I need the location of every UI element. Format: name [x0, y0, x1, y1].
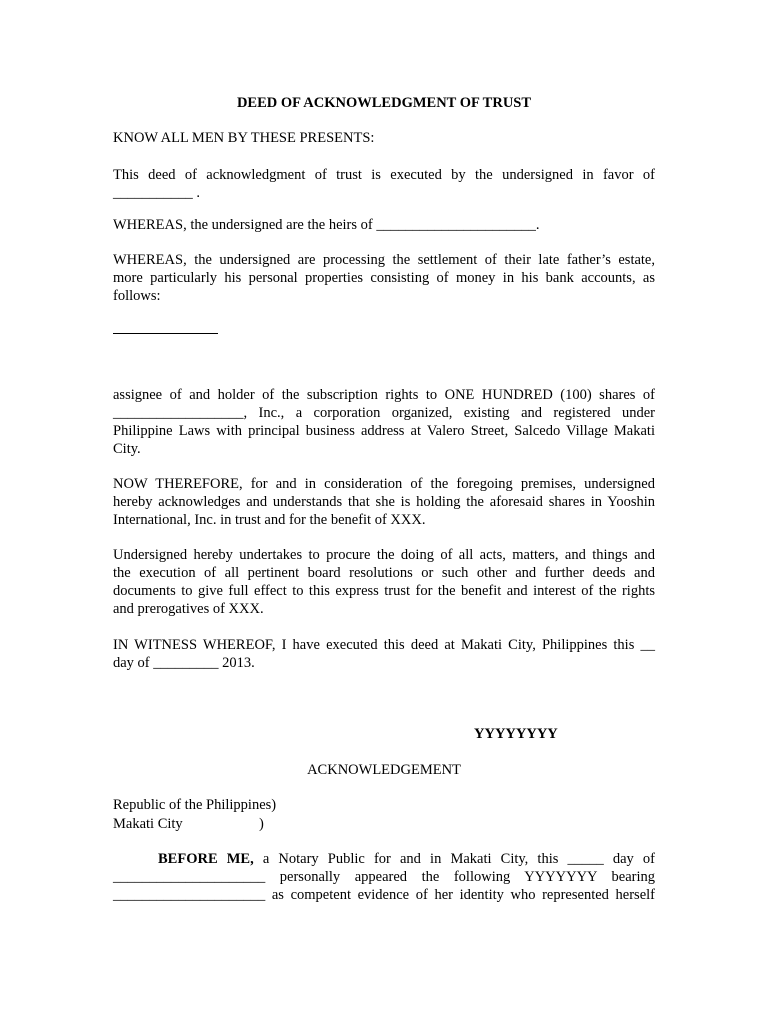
paragraph-8-line-1-rest: a Notary Public for and in Makati City, this _____ day of — [253, 851, 656, 867]
paragraph-4-line-1: assignee of and holder of the subscription rights to ONE HUNDRED (100) shares of — [113, 387, 655, 403]
paragraph-3-line-1: WHEREAS, the undersigned are processing the settlement of their late father’s estate, — [113, 252, 655, 268]
document-title: DEED OF ACKNOWLEDGMENT OF TRUST — [236, 95, 532, 111]
paragraph-1-line-1: This deed of acknowledgment of trust is executed by the undersigned in favor of — [113, 167, 655, 183]
paragraph-8-line-3: _____________________ as competent evidence of her identity who represented herself — [113, 887, 655, 903]
paragraph-3-line-3: follows: — [113, 288, 161, 304]
paragraph-6-line-4: and prerogatives of XXX. — [113, 601, 264, 617]
venue-paren: ) — [259, 816, 264, 832]
venue-line-2 — [113, 815, 655, 833]
paragraph-4-line-4: City. — [113, 441, 141, 457]
paragraph-4-line-3: Philippine Laws with principal business address at Valero Street, Salcedo Village Makati — [113, 423, 655, 439]
before-me-lead: BEFORE ME, — [158, 851, 254, 867]
paragraph-5-line-1: NOW THEREFORE, for and in consideration of the foregoing premises, undersigned — [113, 476, 655, 492]
blank-underline — [113, 333, 218, 334]
paragraph-5-line-3: International, Inc. in trust and for the benefit of XXX. — [113, 512, 426, 528]
venue-line-1: Republic of the Philippines) — [113, 797, 277, 813]
signatory-name: YYYYYYYY — [474, 726, 558, 742]
paragraph-4-line-2: __________________, Inc., a corporation organized, existing and registered under — [113, 405, 655, 421]
paragraph-3-line-2: more particularly his personal properties consisting of money in his bank accounts, as — [113, 270, 655, 286]
paragraph-6-line-3: documents to give full effect to this express trust for the benefit and interest of the rights — [113, 583, 655, 599]
paragraph-1-line-2: ___________ . — [113, 185, 200, 201]
intro-text: KNOW ALL MEN BY THESE PRESENTS: — [113, 130, 375, 146]
paragraph-2: WHEREAS, the undersigned are the heirs of ______________________. — [113, 217, 540, 233]
paragraph-8-line-2: _____________________ personally appeared the following YYYYYYY bearing — [113, 869, 655, 885]
paragraph-7-line-1: IN WITNESS WHEREOF, I have executed this deed at Makati City, Philippines this __ — [113, 637, 655, 653]
paragraph-6-line-2: the execution of all pertinent board resolutions or such other and further deeds and — [113, 565, 655, 581]
venue-place: Makati City — [113, 816, 183, 832]
paragraph-7-line-2: day of _________ 2013. — [113, 655, 255, 671]
paragraph-6-line-1: Undersigned hereby undertakes to procure the doing of all acts, matters, and things and — [113, 547, 655, 563]
acknowledgement-title: ACKNOWLEDGEMENT — [307, 762, 461, 778]
paragraph-8-line-1 — [158, 850, 655, 868]
paragraph-5-line-2: hereby acknowledges and understands that she is holding the aforesaid shares in Yooshin — [113, 494, 655, 510]
